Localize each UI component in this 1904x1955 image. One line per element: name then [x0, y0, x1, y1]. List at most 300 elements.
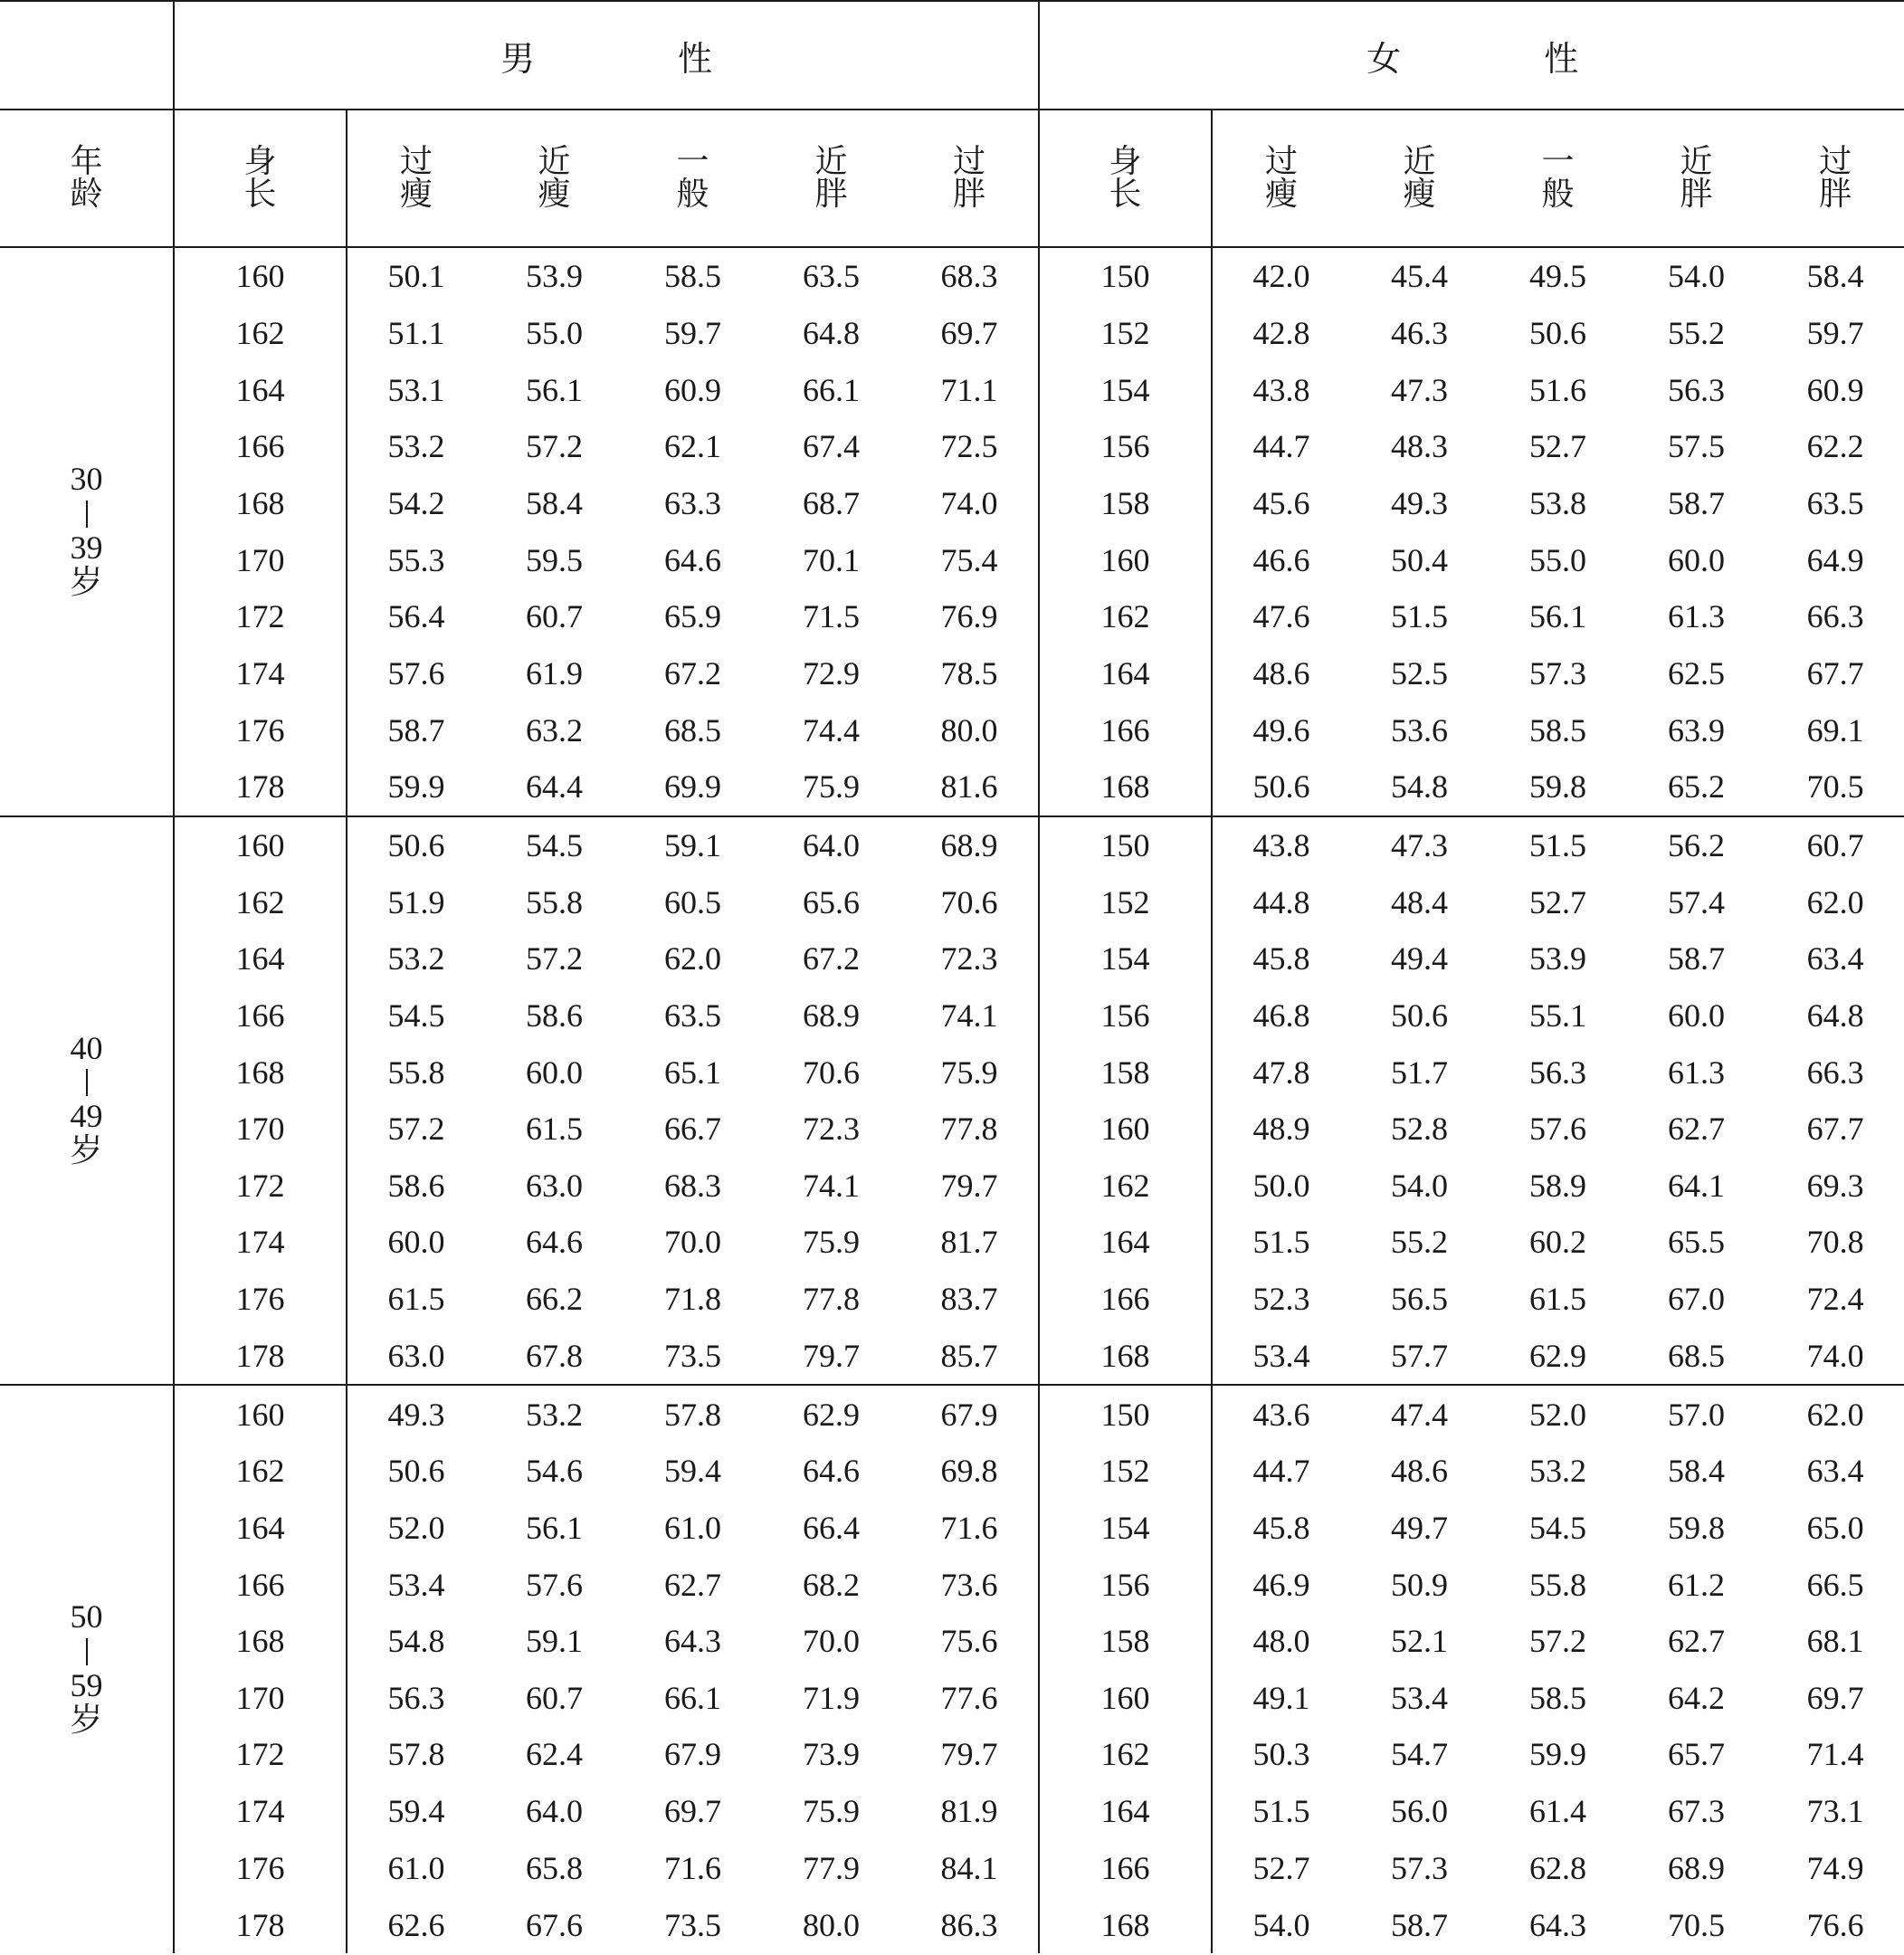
weight-cell: 74.9 [1806, 1849, 1864, 1886]
table-row [0, 1839, 1904, 1896]
height-cell: 152 [1039, 1443, 1212, 1500]
male-category-header-label: 近瘦 [538, 142, 571, 212]
height-cell: 164 [1039, 1214, 1212, 1271]
weight-cell: 54.6 [526, 1453, 583, 1490]
weight-cell: 55.2 [1668, 315, 1726, 352]
weight-cell: 58.7 [1668, 484, 1726, 521]
height-cell: 150 [1039, 816, 1212, 874]
weight-cell: 73.9 [803, 1736, 860, 1773]
weight-cell: 64.2 [1668, 1679, 1726, 1716]
weight-cell: 68.9 [940, 826, 998, 863]
weight-cell: 50.6 [347, 1443, 485, 1500]
weight-cell: 50.1 [347, 247, 485, 305]
weight-cell: 62.0 [664, 940, 721, 978]
weight-cell: 62.0 [1806, 883, 1864, 920]
weight-cell: 46.3 [1391, 315, 1449, 352]
height-cell: 168 [174, 1044, 347, 1101]
weight-cell: 73.5 [664, 1906, 721, 1943]
weight-cell: 79.7 [762, 1327, 900, 1385]
weight-cell: 67.2 [664, 654, 721, 691]
table-row [0, 1613, 1904, 1670]
weight-cell: 55.8 [347, 1044, 485, 1101]
range-dash [86, 1069, 88, 1096]
weight-cell: 68.9 [1668, 1849, 1726, 1886]
weight-cell: 70.5 [1766, 758, 1904, 816]
weight-cell: 61.3 [1668, 1054, 1726, 1091]
height-cell: 156 [1039, 1556, 1212, 1613]
weight-cell: 54.7 [1391, 1736, 1449, 1773]
weight-cell: 55.8 [526, 883, 583, 920]
height-cell: 160 [1039, 1669, 1212, 1726]
table-row [0, 1044, 1904, 1101]
table-row [0, 1101, 1904, 1158]
table-row [0, 1896, 1904, 1953]
height-cell: 168 [1039, 758, 1212, 816]
weight-cell: 43.6 [1212, 1385, 1350, 1443]
weight-cell: 58.4 [1668, 1453, 1726, 1490]
table-row [0, 1556, 1904, 1613]
weight-cell: 62.8 [1529, 1849, 1587, 1886]
male-category-header [762, 110, 900, 247]
weight-cell: 57.3 [1391, 1849, 1449, 1886]
height-cell: 172 [174, 1726, 347, 1783]
weight-cell: 62.7 [1668, 1111, 1726, 1148]
female-category-header [1489, 110, 1627, 247]
weight-cell: 61.5 [347, 1271, 485, 1328]
weight-cell: 68.3 [664, 1167, 721, 1204]
table-row [0, 305, 1904, 362]
weight-cell: 58.5 [1529, 1679, 1587, 1716]
weight-cell: 44.8 [1212, 873, 1350, 930]
weight-cell: 49.3 [1391, 484, 1449, 521]
weight-cell: 53.2 [1529, 1453, 1587, 1490]
age-range-end: 49岁 [70, 1098, 103, 1169]
weight-cell: 58.9 [1529, 1167, 1587, 1204]
weight-cell: 55.0 [526, 315, 583, 352]
weight-cell: 67.8 [485, 1327, 624, 1385]
weight-cell: 50.4 [1391, 541, 1449, 578]
height-cell: 154 [1039, 1500, 1212, 1557]
weight-cell: 75.9 [940, 1054, 998, 1091]
weight-cell: 66.7 [664, 1111, 721, 1148]
weight-cell: 67.7 [1806, 1111, 1864, 1148]
weight-cell: 47.8 [1212, 1044, 1350, 1101]
weight-cell: 81.7 [940, 1224, 998, 1261]
weight-cell: 63.4 [1806, 1453, 1864, 1490]
weight-cell: 64.6 [803, 1453, 860, 1490]
weight-cell: 42.0 [1212, 247, 1350, 305]
weight-cell: 86.3 [940, 1906, 998, 1943]
weight-cell: 45.8 [1212, 930, 1350, 987]
height-cell: 166 [1039, 701, 1212, 758]
weight-cell: 54.2 [347, 475, 485, 532]
weight-cell: 57.6 [526, 1566, 583, 1603]
male-header: 男 性 [174, 1, 1039, 110]
height-cell: 164 [1039, 1783, 1212, 1840]
table-row [0, 1726, 1904, 1783]
weight-cell: 77.9 [803, 1849, 860, 1886]
table-row [0, 987, 1904, 1044]
age-range-start: 40 [70, 1029, 103, 1066]
weight-cell: 56.5 [1391, 1281, 1449, 1318]
height-cell: 170 [174, 1101, 347, 1158]
age-range-end: 59岁 [70, 1667, 103, 1738]
weight-cell: 72.3 [940, 940, 998, 978]
weight-cell: 45.4 [1391, 258, 1449, 295]
weight-cell: 59.4 [347, 1783, 485, 1840]
table-row [0, 1783, 1904, 1840]
male-category-header-label: 一般 [676, 142, 709, 212]
weight-cell: 70.5 [1668, 1906, 1726, 1943]
weight-cell: 55.2 [1391, 1224, 1449, 1261]
weight-cell: 56.0 [1391, 1793, 1449, 1830]
weight-cell: 57.2 [526, 428, 583, 465]
weight-cell: 57.4 [1668, 883, 1726, 920]
weight-cell: 57.7 [1350, 1327, 1489, 1385]
weight-cell: 48.4 [1391, 883, 1449, 920]
weight-cell: 49.3 [347, 1385, 485, 1443]
female-category-header-label: 过胖 [1819, 142, 1852, 212]
female-header: 女 性 [1039, 1, 1904, 110]
height-cell: 162 [174, 305, 347, 362]
range-dash [86, 1638, 88, 1665]
weight-cell: 56.1 [526, 371, 583, 408]
weight-cell: 74.1 [803, 1167, 860, 1204]
weight-cell: 48.0 [1212, 1613, 1350, 1670]
weight-cell: 49.5 [1529, 258, 1587, 295]
weight-cell: 53.6 [1391, 711, 1449, 749]
height-cell: 160 [1039, 531, 1212, 588]
weight-cell: 73.6 [940, 1566, 998, 1603]
weight-cell: 74.1 [940, 997, 998, 1034]
table-row [0, 418, 1904, 475]
table-row [0, 531, 1904, 588]
weight-cell: 68.3 [940, 258, 998, 295]
weight-cell: 59.7 [1806, 315, 1864, 352]
weight-cell: 85.7 [900, 1327, 1039, 1385]
weight-cell: 60.0 [1668, 997, 1726, 1034]
weight-cell: 64.3 [1529, 1906, 1587, 1943]
weight-cell: 46.9 [1212, 1556, 1350, 1613]
weight-cell: 57.2 [347, 1101, 485, 1158]
weight-cell: 59.1 [664, 826, 721, 863]
weight-cell: 72.9 [803, 654, 860, 691]
weight-cell: 74.0 [1766, 1327, 1904, 1385]
weight-cell: 67.4 [803, 428, 860, 465]
weight-cell: 57.5 [1668, 428, 1726, 465]
weight-cell: 45.6 [1212, 475, 1350, 532]
weight-cell: 61.5 [1529, 1281, 1587, 1318]
weight-cell: 62.0 [1806, 1396, 1864, 1433]
table-row [0, 645, 1904, 702]
weight-cell: 59.7 [664, 315, 721, 352]
weight-cell: 61.9 [526, 654, 583, 691]
weight-cell: 50.9 [1391, 1566, 1449, 1603]
weight-cell: 76.6 [1806, 1906, 1864, 1943]
weight-cell: 48.6 [1212, 645, 1350, 702]
weight-cell: 50.6 [1391, 997, 1449, 1034]
weight-cell: 44.7 [1212, 1443, 1350, 1500]
table-row [0, 873, 1904, 930]
male-category-header [347, 110, 485, 247]
weight-cell: 59.8 [1668, 1509, 1726, 1546]
weight-cell: 68.1 [1806, 1623, 1864, 1660]
weight-cell: 79.7 [940, 1167, 998, 1204]
height-cell: 168 [174, 1613, 347, 1670]
weight-cell: 51.1 [347, 305, 485, 362]
male-category-header-label: 近胖 [814, 142, 848, 212]
weight-cell: 51.5 [1529, 826, 1587, 863]
weight-cell: 77.6 [940, 1679, 998, 1716]
range-dash [86, 501, 88, 528]
weight-cell: 61.0 [664, 1509, 721, 1546]
age-range-start: 50 [70, 1598, 103, 1636]
weight-cell: 54.0 [1668, 258, 1726, 295]
table-row [0, 1214, 1904, 1271]
weight-cell: 60.0 [526, 1054, 583, 1091]
weight-cell: 59.1 [526, 1623, 583, 1660]
weight-cell: 65.2 [1627, 758, 1766, 816]
weight-cell: 52.7 [1529, 883, 1587, 920]
height-cell: 166 [174, 987, 347, 1044]
age-range-start: 30 [70, 461, 103, 497]
weight-cell: 62.7 [664, 1566, 721, 1603]
weight-cell: 52.7 [1529, 428, 1587, 465]
weight-cell: 70.0 [664, 1224, 721, 1261]
height-cell: 150 [1039, 1385, 1212, 1443]
weight-cell: 68.9 [803, 997, 860, 1034]
weight-cell: 51.5 [1212, 1783, 1350, 1840]
female-height-header-label: 身长 [1109, 142, 1142, 212]
weight-cell: 70.0 [803, 1623, 860, 1660]
weight-cell: 55.3 [347, 531, 485, 588]
weight-cell: 65.7 [1668, 1736, 1726, 1773]
weight-cell: 57.8 [664, 1396, 721, 1433]
table-row [0, 816, 1904, 874]
height-cell: 164 [174, 361, 347, 418]
weight-cell: 43.8 [1212, 816, 1350, 874]
weight-cell: 64.9 [1806, 541, 1864, 578]
weight-cell: 60.7 [526, 598, 583, 635]
weight-cell: 56.3 [1668, 371, 1726, 408]
weight-cell: 53.2 [347, 418, 485, 475]
weight-cell: 63.3 [664, 484, 721, 521]
weight-cell: 69.7 [1806, 1679, 1864, 1716]
weight-cell: 54.8 [347, 1613, 485, 1670]
weight-cell: 52.0 [347, 1500, 485, 1557]
weight-cell: 52.5 [1391, 654, 1449, 691]
weight-cell: 47.4 [1391, 1396, 1449, 1433]
table-body [0, 247, 1904, 1953]
weight-cell: 77.8 [940, 1111, 998, 1148]
height-cell: 178 [174, 1327, 347, 1385]
height-cell: 162 [174, 1443, 347, 1500]
weight-cell: 71.8 [664, 1281, 721, 1318]
weight-cell: 67.9 [664, 1736, 721, 1773]
weight-cell: 54.5 [347, 987, 485, 1044]
weight-cell: 71.6 [664, 1849, 721, 1886]
height-cell: 160 [174, 247, 347, 305]
weight-cell: 59.9 [1529, 1736, 1587, 1773]
female-category-header [1212, 110, 1350, 247]
weight-cell: 64.1 [1668, 1167, 1726, 1204]
weight-cell: 53.4 [1391, 1679, 1449, 1716]
height-cell: 164 [174, 1500, 347, 1557]
female-category-header-label: 近瘦 [1403, 142, 1436, 212]
height-cell: 172 [174, 1158, 347, 1215]
age-group-label [0, 247, 174, 816]
height-cell: 168 [1039, 1896, 1212, 1953]
weight-cell: 54.5 [526, 826, 583, 863]
weight-cell: 57.6 [1529, 1111, 1587, 1148]
weight-cell: 56.3 [1529, 1054, 1587, 1091]
height-cell: 168 [174, 475, 347, 532]
weight-cell: 63.5 [803, 258, 860, 295]
weight-cell: 62.5 [1668, 654, 1726, 691]
height-cell: 176 [174, 1271, 347, 1328]
weight-cell: 65.9 [664, 598, 721, 635]
weight-cell: 53.8 [1529, 484, 1587, 521]
weight-cell: 73.1 [1806, 1793, 1864, 1830]
weight-cell: 52.0 [1529, 1396, 1587, 1433]
weight-cell: 61.4 [1529, 1793, 1587, 1830]
weight-cell: 49.1 [1212, 1669, 1350, 1726]
male-category-header-label: 过胖 [953, 142, 986, 212]
weight-cell: 61.5 [526, 1111, 583, 1148]
table-row [0, 1443, 1904, 1500]
weight-cell: 67.0 [1668, 1281, 1726, 1318]
weight-cell: 64.4 [485, 758, 624, 816]
height-cell: 176 [174, 701, 347, 758]
age-group-label [0, 816, 174, 1386]
weight-cell: 58.7 [347, 701, 485, 758]
height-cell: 172 [174, 588, 347, 645]
height-cell: 154 [1039, 361, 1212, 418]
weight-cell: 67.6 [526, 1906, 583, 1943]
height-cell: 164 [174, 930, 347, 987]
weight-cell: 58.6 [526, 997, 583, 1034]
weight-cell: 64.0 [526, 1793, 583, 1830]
weight-cell: 66.3 [1806, 598, 1864, 635]
weight-cell: 57.0 [1668, 1396, 1726, 1433]
weight-cell: 54.0 [1212, 1896, 1350, 1953]
weight-cell: 58.5 [664, 258, 721, 295]
weight-cell: 60.5 [664, 883, 721, 920]
weight-cell: 52.8 [1391, 1111, 1449, 1148]
weight-cell: 69.7 [664, 1793, 721, 1830]
table-row [0, 1271, 1904, 1328]
weight-cell: 57.2 [526, 940, 583, 978]
table-row [0, 247, 1904, 305]
weight-cell: 70.8 [1806, 1224, 1864, 1261]
age-group-label [0, 1385, 174, 1953]
weight-cell: 59.8 [1489, 758, 1627, 816]
height-cell: 178 [174, 1896, 347, 1953]
weight-cell: 69.3 [1806, 1167, 1864, 1204]
table-row [0, 475, 1904, 532]
weight-cell: 72.5 [940, 428, 998, 465]
male-category-header [900, 110, 1039, 247]
weight-cell: 62.4 [526, 1736, 583, 1773]
weight-cell: 44.7 [1212, 418, 1350, 475]
weight-cell: 51.5 [1391, 598, 1449, 635]
weight-cell: 80.0 [803, 1906, 860, 1943]
weight-cell: 76.9 [940, 598, 998, 635]
female-category-header [1350, 110, 1489, 247]
height-cell: 166 [174, 1556, 347, 1613]
table-row [0, 361, 1904, 418]
weight-cell: 53.9 [526, 258, 583, 295]
weight-cell: 66.3 [1806, 1054, 1864, 1091]
weight-cell: 67.2 [803, 940, 860, 978]
height-cell: 170 [174, 531, 347, 588]
weight-cell: 81.9 [940, 1793, 998, 1830]
weight-cell: 75.9 [762, 758, 900, 816]
weight-cell: 84.1 [940, 1849, 998, 1886]
weight-cell: 47.3 [1391, 826, 1449, 863]
weight-cell: 65.0 [1806, 1509, 1864, 1546]
weight-cell: 63.9 [1668, 711, 1726, 749]
weight-cell: 55.1 [1529, 997, 1587, 1034]
weight-cell: 71.6 [940, 1509, 998, 1546]
sex-header-row [0, 1, 1904, 110]
weight-cell: 63.5 [1806, 484, 1864, 521]
weight-cell: 81.6 [900, 758, 1039, 816]
weight-cell: 50.6 [1529, 315, 1587, 352]
weight-cell: 58.6 [347, 1158, 485, 1215]
weight-cell: 54.5 [1529, 1509, 1587, 1546]
female-category-header-label: 近胖 [1680, 142, 1713, 212]
weight-cell: 62.2 [1806, 428, 1864, 465]
weight-cell: 60.9 [664, 371, 721, 408]
weight-cell: 60.2 [1529, 1224, 1587, 1261]
weight-cell: 61.2 [1668, 1566, 1726, 1603]
weight-cell: 54.0 [1391, 1167, 1449, 1204]
male-category-header [485, 110, 624, 247]
weight-cell: 75.6 [940, 1623, 998, 1660]
weight-cell: 42.8 [1212, 305, 1350, 362]
female-category-header-label: 过瘦 [1265, 142, 1299, 212]
weight-cell: 72.4 [1806, 1281, 1864, 1318]
height-cell: 174 [174, 645, 347, 702]
height-cell: 166 [174, 418, 347, 475]
weight-cell: 60.7 [1806, 826, 1864, 863]
height-cell: 160 [1039, 1101, 1212, 1158]
weight-cell: 65.5 [1668, 1224, 1726, 1261]
weight-cell: 49.7 [1391, 1509, 1449, 1546]
weight-cell: 59.4 [664, 1453, 721, 1490]
weight-cell: 63.4 [1806, 940, 1864, 978]
weight-cell: 69.1 [1806, 711, 1864, 749]
height-cell: 166 [1039, 1839, 1212, 1896]
weight-cell: 63.2 [526, 711, 583, 749]
weight-cell: 59.5 [526, 541, 583, 578]
corner-cell [0, 1, 174, 110]
weight-cell: 53.4 [347, 1556, 485, 1613]
weight-cell: 48.3 [1391, 428, 1449, 465]
weight-cell: 62.9 [803, 1396, 860, 1433]
height-cell: 158 [1039, 1613, 1212, 1670]
weight-cell: 68.5 [1627, 1327, 1766, 1385]
weight-cell: 67.7 [1806, 654, 1864, 691]
weight-cell: 46.6 [1212, 531, 1350, 588]
male-category-header-label: 过瘦 [399, 142, 433, 212]
weight-cell: 49.6 [1212, 701, 1350, 758]
height-cell: 166 [1039, 1271, 1212, 1328]
weight-cell: 67.3 [1668, 1793, 1726, 1830]
weight-cell: 50.6 [347, 816, 485, 874]
height-cell: 164 [1039, 645, 1212, 702]
